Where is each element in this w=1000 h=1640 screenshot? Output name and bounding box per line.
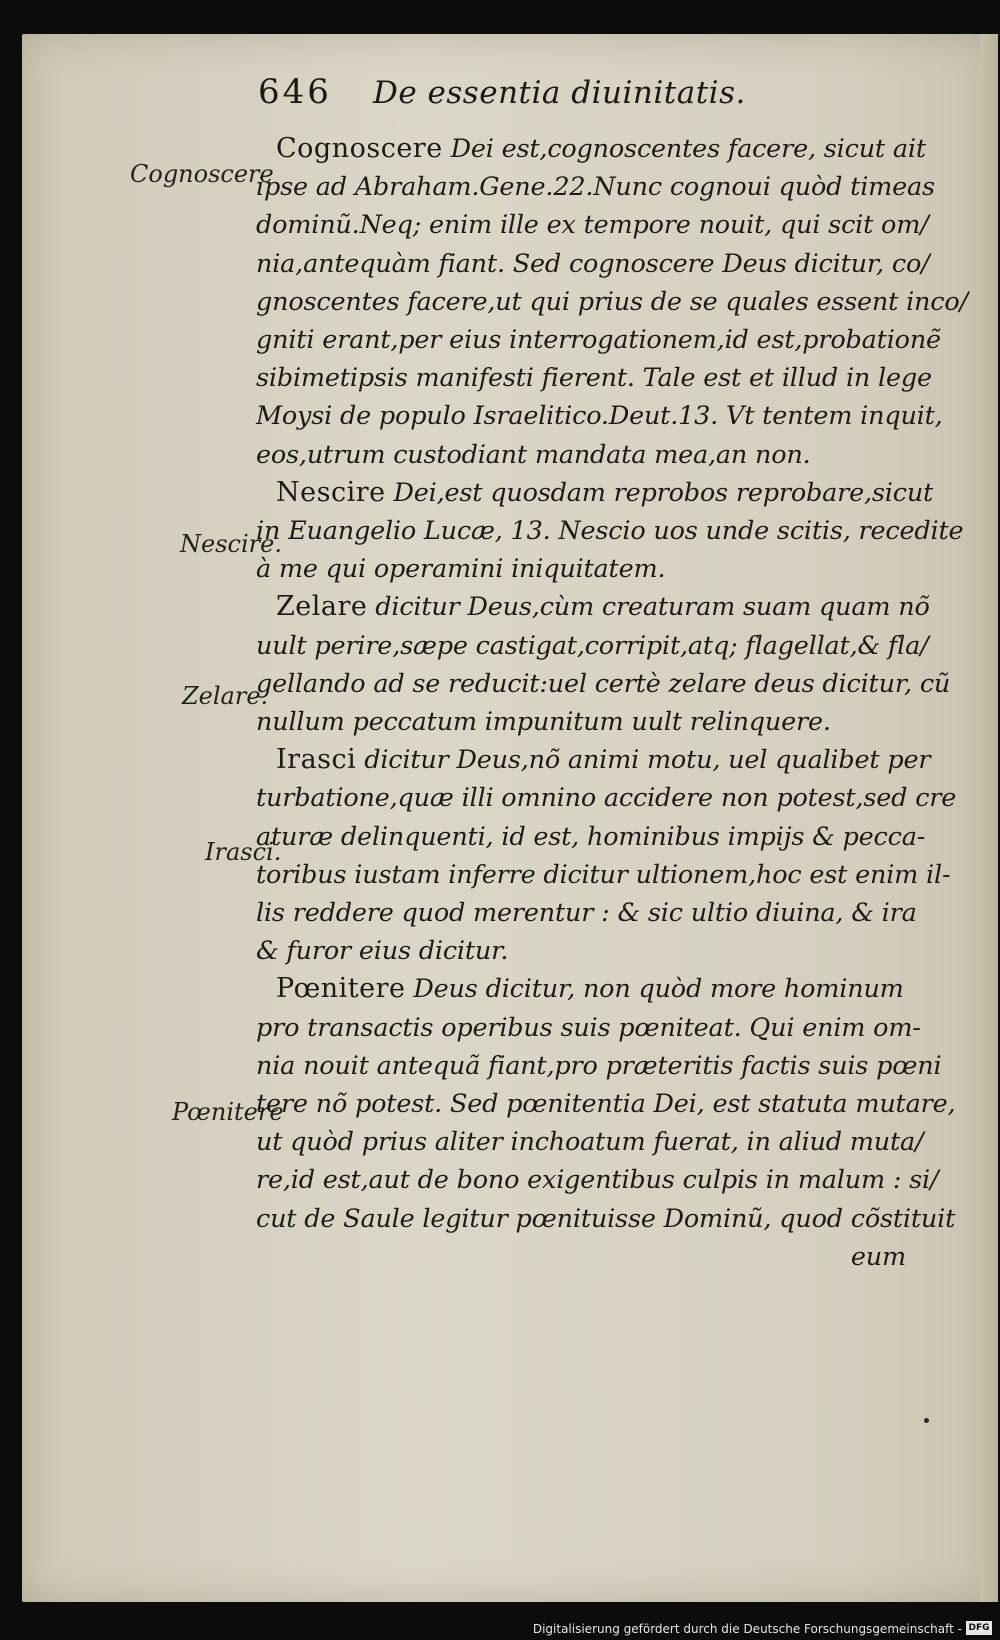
text-line: gnoscentes facere,ut qui prius de se quales essent inco/ [256, 286, 968, 317]
text-line: pro transactis operibus suis pœniteat. Qui enim om- [256, 1012, 921, 1043]
text-line: Zelare dicitur Deus,cùm creaturam suam quam nõ [276, 591, 930, 623]
text-line: nia,antequàm fiant. Sed cognoscere Deus dicitur, co/ [256, 248, 930, 279]
text-line: Pœnitere Deus dicitur, non quòd more hominum [276, 973, 904, 1005]
margin-note-nescire: Nescire. [180, 530, 282, 558]
paragraph-nescire [256, 474, 964, 589]
margin-note-cognoscere: Cognoscere [130, 160, 274, 188]
text-line: Cognoscere Dei est,cognoscentes facere, sicut ait [276, 133, 926, 164]
text-line: cut de Saule legitur pœnituisse Dominũ, quod cõstituit [256, 1203, 956, 1234]
paragraph-cognoscere [256, 130, 968, 474]
head-word: Nescire [276, 476, 386, 508]
paragraph-irasci [256, 741, 957, 970]
text-line: in Euangelio Lucæ, 13. Nescio uos unde scitis, recedite [256, 516, 964, 547]
text-line: tere nõ potest. Sed pœnitentia Dei, est statuta mutare, [256, 1089, 956, 1120]
text-line: Nescire Dei,est quosdam reprobos reprobare,sicut [276, 476, 934, 508]
head-word: Pœnitere [276, 973, 406, 1005]
text-line: ipse ad Abraham.Gene.22.Nunc cognoui quòd timeas [256, 172, 935, 203]
text-line: lis reddere quod merentur : & sic ultio diuina, & ira [256, 898, 917, 929]
text-line: aturæ delinquenti, id est, hominibus impijs & pecca- [256, 821, 926, 852]
ink-speck [924, 1418, 929, 1423]
paragraph-poenitere [256, 970, 956, 1276]
head-word: Zelare [276, 591, 368, 623]
text-line: gniti erant,per eius interrogationem,id est,probationẽ [256, 325, 941, 356]
text-line: re,id est,aut de bono exigentibus culpis in malum : si/ [256, 1165, 939, 1196]
text-line: toribus iustam inferre dicitur ultionem,hoc est enim il- [256, 859, 951, 890]
text-line: ut quòd prius aliter inchoatum fuerat, in aliud muta/ [256, 1127, 924, 1158]
running-title: De essentia diuinitatis. [373, 75, 746, 111]
text-line: Moysi de populo Israelitico.Deut.13. Vt tentem inquit, [256, 401, 943, 432]
text-line: uult perire,sæpe castigat,corripit,atq; flagellat,& fla/ [256, 630, 929, 661]
catchword: eum [850, 1241, 906, 1272]
text-line: turbatione,quæ illi omnino accidere non potest,sed cre [256, 783, 957, 814]
text-line: à me qui operamini iniquitatem. [256, 554, 666, 585]
page-header [258, 72, 746, 112]
page-edge [980, 34, 998, 1602]
text-line: gellando ad se reducit:uel certè zelare deus dicitur, cũ [256, 668, 951, 699]
text-line: dominũ.Neq; enim ille ex tempore nouit, qui scit om/ [256, 210, 929, 241]
text-line: nullum peccatum impunitum uult relinquere. [256, 707, 831, 738]
head-word: Irasci [276, 744, 357, 776]
head-word: Cognoscere [276, 133, 443, 164]
margin-note-zelare: Zelare. [182, 682, 269, 710]
text-line: sibimetipsis manifesti fierent. Tale est et illud in lege [256, 363, 932, 394]
footer-credit: Digitalisierung gefördert durch die Deutsche Forschungsgemeinschaft - [532, 1622, 962, 1636]
text-line: & furor eius dicitur. [256, 936, 509, 967]
page-number: 646 [258, 72, 332, 112]
paragraph-zelare [256, 588, 951, 741]
body-text [256, 130, 968, 1276]
text-line: nia nouit antequã fiant,pro præteritis factis suis pœni [256, 1050, 942, 1081]
margin-note-irasci: Irasci. [205, 838, 282, 866]
text-line: eos,utrum custodiant mandata mea,an non. [256, 439, 811, 470]
text-line: Irasci dicitur Deus,nõ animi motu, uel qualibet per [276, 744, 931, 776]
dfg-logo-icon: DFG [966, 1621, 992, 1635]
margin-note-poenitere: Pœnitere [172, 1098, 284, 1126]
